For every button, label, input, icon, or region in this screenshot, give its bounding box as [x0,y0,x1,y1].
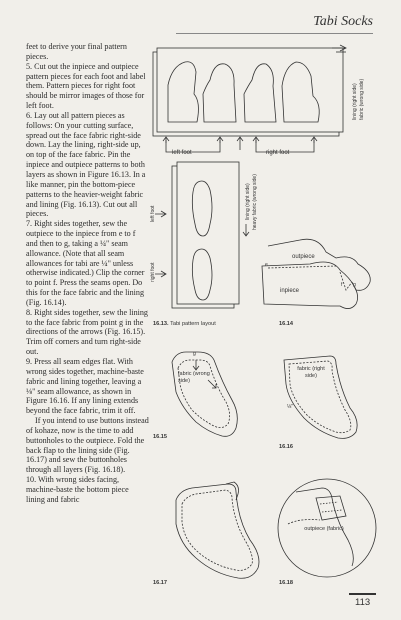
label-fabric-wrong-side-15: fabric (wrong side) [178,371,210,384]
seam-line [182,490,252,570]
point-e: e [265,262,268,268]
label-seam-allowance: ⅛" [287,404,293,410]
sock-shape [172,352,237,436]
label-side-left-foot: left foot [150,205,156,222]
up-arrow-icon [217,137,223,143]
label-side-right-foot: right foot [150,262,156,282]
caption-text: Tabi pattern layout [170,321,216,327]
arrow-icon [193,360,199,370]
up-arrow-icon [311,137,317,143]
caption-16-17: 16.17 [153,580,167,586]
paragraph-buttons: If you intend to use buttons instead of kohaze, now is the time to add buttonholes to the outpiece. Fold the back flap to the lining side (Fig. 16.17) and sew the buttonholes through all layers (Fig. 16.18). [26,416,149,475]
arrow-icon [155,271,166,277]
label-lining-right-side-bottom: lining (right side) [245,183,251,220]
label-outpiece-fabric: outpiece (fabric) [304,526,344,532]
caption-number: 16.13. [153,321,169,327]
point-f: f [341,282,343,288]
label-heavy-fabric: heavy fabric (wrong side) [252,174,258,230]
paragraph-step-9: 9. Press all seam edges flat. With wrong sides together, machine-baste fabric and lining together, leaving a ⅛" seam allowance, as shown in Figure 16.16. If any lining extends beyond the face fabric, trim it off. [26,357,144,416]
heavy-fabric-layer-front [177,162,239,304]
paragraph-step-5: 5. Cut out the inpiece and outpiece pattern pieces for each foot and label them. Pattern pieces for right foot should be mirror images of those for left foot. [26,61,146,111]
caption-16-18: 16.18 [279,580,293,586]
seam-line [268,266,336,268]
label-fabric-wrong-side: fabric (wrong side) [359,78,365,120]
caption-16-14: 16.14 [279,321,293,327]
point-g-15: g [193,351,196,357]
paragraph: feet to derive your final pattern pieces. [26,42,127,61]
label-outpiece: outpiece [292,254,315,260]
up-arrow-icon [163,137,169,143]
buttonhole-area [316,496,346,520]
paragraph-step-6: 6. Lay out all pattern pieces as follows: On your cutting surface, spread out the face fabric right-side down. Lay the lining, right-side up, on top of the face fabric. Pin the inpiece and outpiece patterns to both layers as shown in Figure 16.13. In a like manner, pin the bottom-piece patterns to the heavier-weight fabric and lining (Fig. 16.13). Cut out all pieces. [26,110,146,219]
label-left-foot: left foot [172,150,192,156]
arrow-icon [243,224,249,236]
label-inpiece: inpiece [280,288,300,294]
up-arrow-icon [237,137,243,150]
caption-16-15: 16.15 [153,434,167,440]
label-fabric-right-side: fabric (right side) [297,366,325,379]
paragraph-step-10: 10. With wrong sides facing, machine-baste the bottom piece lining and fabric [26,475,129,504]
caption-16-13 [153,321,216,327]
arrow-icon [155,211,166,217]
label-right-foot: right foot [266,150,290,156]
label-lining-right-side: lining (right side) [352,83,358,120]
inpiece-shape [262,262,358,309]
caption-16-16: 16.16 [279,444,293,450]
paragraph-step-7: 7. Right sides together, sew the outpiece to the inpiece from e to f and then to g, taking a ¼" seam allowance. (Note that all seam allowances for tabi are ¼" unless otherwise indicated.) Clip the corner to point f. Press the seams open. Do this for the face fabric and the lining (Fig. 16.14). [26,219,145,307]
buttonhole [320,502,342,512]
paragraph-step-8: 8. Right sides together, sew the lining to the face fabric from point g in the directions of the arrows (Fig. 16.15). Trim off corners and turn right-side out. [26,307,148,357]
page-number: 113 [355,597,371,608]
running-head: Tabi Socks [313,14,373,29]
point-g: g [353,282,356,288]
seam-line [288,520,320,525]
up-arrow-icon [253,137,259,143]
fabric-layer-front [157,48,343,132]
